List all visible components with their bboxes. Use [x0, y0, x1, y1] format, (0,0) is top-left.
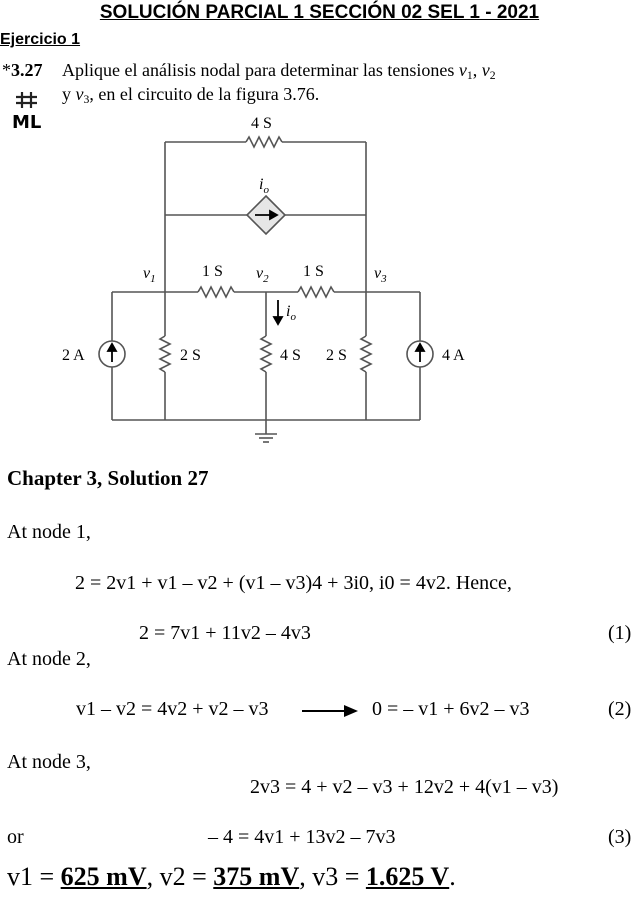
eq1-result: 2 = 7v1 + 11v2 – 4v3: [139, 622, 311, 644]
problem-number-text: 3.27: [11, 60, 43, 80]
problem-line-2: y $v_3$, en el circuito de la figura 3.76.: [62, 84, 320, 106]
source-current-label: $i_o$: [259, 176, 269, 196]
or-word: or: [7, 826, 24, 848]
final-answer: [7, 862, 456, 892]
eq1-number: (1): [608, 622, 632, 644]
logo-text: ML: [12, 112, 42, 132]
left-source-label: 2 A: [62, 347, 85, 364]
problem-line-2-post: , en el circuito de la figura 3.76.: [89, 84, 320, 104]
exercise-label: Ejercicio 1: [0, 31, 81, 48]
answer-v3-value: 1.625 V: [365, 862, 450, 891]
arrow-right-icon: [300, 704, 360, 718]
answer-v1-label: v1 =: [7, 862, 61, 891]
top-resistor-label: 4 S: [251, 115, 272, 132]
eq2-left: v1 – v2 = 4v2 + v2 – v3: [76, 698, 269, 720]
eq3-number: (3): [608, 826, 632, 848]
eq3-line: 2v3 = 4 + v2 – v3 + 12v2 + 4(v1 – v3): [250, 776, 559, 798]
node-v1-label: $v_1$: [143, 265, 156, 285]
answer-end: .: [449, 862, 456, 891]
problem-prefix: *: [2, 60, 11, 80]
problem-line-2-pre: y: [62, 84, 76, 104]
circuit-diagram: [0, 112, 639, 452]
chapter-heading: Chapter 3, Solution 27: [7, 466, 209, 490]
node-v3-label: $v_3$: [374, 265, 387, 285]
document-title: SOLUCIÓN PARCIAL 1 SECCIÓN 02 SEL 1 - 2021: [99, 2, 540, 23]
answer-v2-label: , v2 =: [146, 862, 214, 891]
eq2-right: 0 = – v1 + 6v2 – v3: [372, 698, 530, 720]
eq3-result: – 4 = 4v1 + 13v2 – 7v3: [208, 826, 396, 848]
answer-v3-label: , v3 =: [299, 862, 366, 891]
eq2-number: (2): [608, 698, 632, 720]
r2g-label: 4 S: [280, 347, 301, 364]
answer-v1-value: 625 mV: [60, 862, 147, 891]
r12-label: 1 S: [202, 263, 223, 280]
node3-intro: At node 3,: [7, 751, 91, 773]
problem-line-1-text: Aplique el análisis nodal para determinar las tensiones: [62, 60, 459, 80]
io-label: $i_o$: [286, 303, 296, 323]
eq1-line: 2 = 2v1 + v1 – v2 + (v1 – v3)4 + 3i0, i0 = 4v2. Hence,: [75, 572, 512, 594]
node1-intro: At node 1,: [7, 521, 91, 543]
problem-var: v: [458, 60, 467, 80]
problem-number: [2, 60, 43, 81]
node-v2-label: $v_2$: [256, 265, 269, 285]
r3g-label: 2 S: [326, 347, 347, 364]
r23-label: 1 S: [303, 263, 324, 280]
right-source-label: 4 A: [442, 347, 465, 364]
answer-v2-value: 375 mV: [213, 862, 300, 891]
node2-intro: At node 2,: [7, 648, 91, 670]
problem-line-1: Aplique el análisis nodal para determinar las tensiones $v_1$, $v_2$: [62, 60, 496, 82]
r1g-label: 2 S: [180, 347, 201, 364]
